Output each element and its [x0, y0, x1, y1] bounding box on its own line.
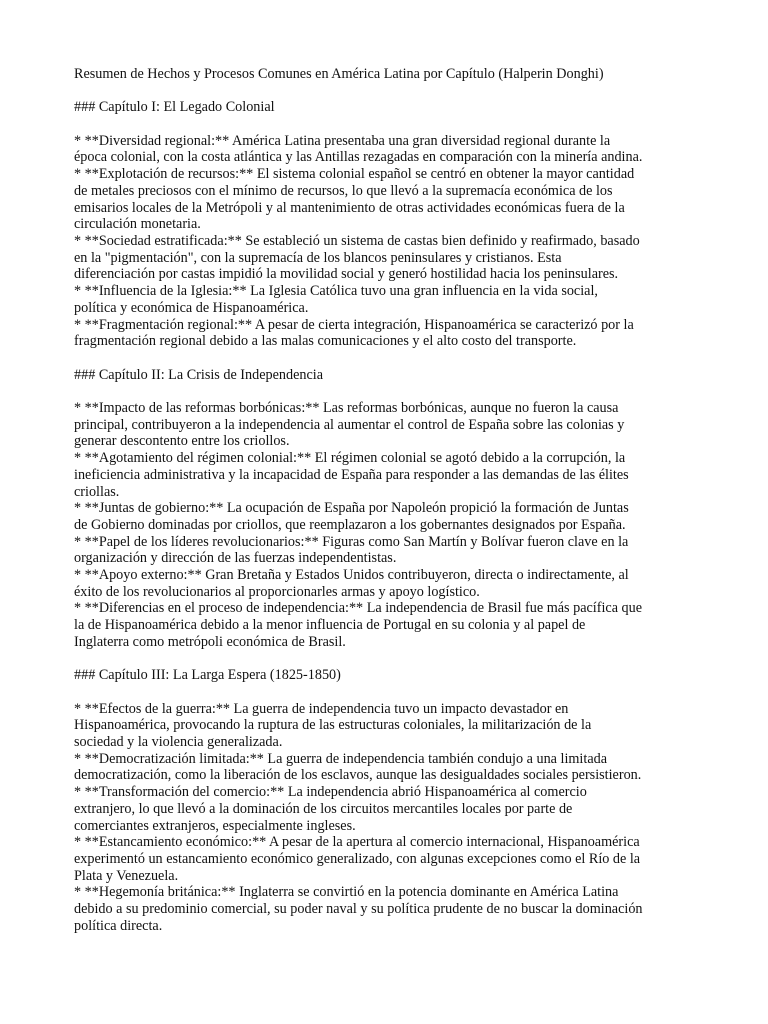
- bullet-line: de Gobierno dominadas por criollos, que reemplazaron a los gobernantes designados por España.: [74, 516, 626, 533]
- bullet-line: * **Sociedad estratificada:** Se estableció un sistema de castas bien definido y reafirmado, basado: [74, 233, 640, 249]
- bullet-line: * **Influencia de la Iglesia:** La Iglesia Católica tuvo una gran influencia en la vida social,: [74, 283, 598, 300]
- bullet-item: [74, 283, 708, 316]
- bullet-line: * **Diversidad regional:** América Latina presentaba una gran diversidad regional durante la: [74, 132, 611, 149]
- bullet-line: * **Efectos de la guerra:** La guerra de independencia tuvo un impacto devastador en: [74, 700, 569, 717]
- bullet-line: Plata y Venezuela.: [74, 867, 179, 884]
- bullet-line: sociedad y la violencia generalizada.: [74, 734, 283, 751]
- bullet-line: Inglaterra como metrópoli económica de Brasil.: [74, 633, 346, 650]
- bullet-line: fragmentación regional debido a las malas comunicaciones y el alto costo del transporte.: [74, 333, 577, 350]
- bullet-item: [74, 166, 708, 233]
- bullet-item: [74, 233, 708, 283]
- spacer: [74, 651, 708, 668]
- spacer: [74, 383, 708, 400]
- spacer: [74, 116, 708, 133]
- bullet-line: * **Fragmentación regional:** A pesar de cierta integración, Hispanoamérica se caracterizó por la: [74, 316, 634, 333]
- bullet-line: en la "pigmentación", con la supremacía de los blancos peninsulares y cristianos. Esta: [74, 249, 562, 266]
- document-title: Resumen de Hechos y Procesos Comunes en América Latina por Capítulo (Halperin Donghi): [74, 66, 604, 82]
- bullet-line: diferenciación por castas impidió la movilidad social y generó hostilidad hacia los peninsulares.: [74, 266, 619, 283]
- bullet-line: época colonial, con la costa atlántica y las Antillas rezagadas en comparación con la minería andina.: [74, 149, 643, 166]
- bullet-line: debido a su predominio comercial, su poder naval y su política prudente de no buscar la dominación: [74, 901, 643, 918]
- bullet-line: * **Apoyo externo:** Gran Bretaña y Estados Unidos contribuyeron, directa o indirectamente, al: [74, 567, 629, 584]
- bullet-item: [74, 500, 708, 533]
- chapters-container: [74, 99, 708, 934]
- bullet-line: emisarios locales de la Metrópoli y al mantenimiento de otras actividades económicas fuera de la: [74, 199, 625, 216]
- bullet-item: [74, 534, 708, 567]
- bullet-line: organización y dirección de las fuerzas independentistas.: [74, 550, 397, 567]
- bullet-item: [74, 834, 708, 884]
- bullet-item: [74, 784, 708, 834]
- bullet-item: [74, 400, 708, 450]
- bullet-item: [74, 701, 708, 751]
- chapter-heading: ### Capítulo III: La Larga Espera (1825-1850): [74, 667, 341, 684]
- bullet-line: * **Explotación de recursos:** El sistema colonial español se centró en obtener la mayor cantidad: [74, 166, 635, 183]
- bullet-item: [74, 450, 708, 500]
- bullet-line: * **Transformación del comercio:** La independencia abrió Hispanoamérica al comercio: [74, 784, 587, 801]
- bullet-line: política directa.: [74, 917, 163, 934]
- bullet-line: Hispanoamérica, provocando la ruptura de las estructuras coloniales, la militarización de la: [74, 717, 592, 734]
- bullet-line: generar descontento entre los criollos.: [74, 433, 290, 450]
- bullet-line: * **Juntas de gobierno:** La ocupación de España por Napoleón propició la formación de Juntas: [74, 500, 629, 517]
- bullet-item: [74, 317, 708, 350]
- chapter-heading: ### Capítulo I: El Legado Colonial: [74, 99, 275, 116]
- bullet-line: ineficiencia administrativa y la incapacidad de España para responder a las demandas de las élites: [74, 466, 629, 483]
- chapter-heading: ### Capítulo II: La Crisis de Independencia: [74, 366, 324, 383]
- bullet-line: experimentó un estancamiento económico generalizado, con algunas excepciones como el Río de la: [74, 850, 641, 867]
- bullet-line: de metales preciosos con el mínimo de recursos, lo que llevó a la supremacía económica de los: [74, 182, 613, 199]
- bullet-line: principal, contribuyeron a la independencia al aumentar el control de España sobre las colonias y: [74, 416, 625, 433]
- bullet-item: [74, 133, 708, 166]
- bullet-line: circulación monetaria.: [74, 216, 201, 233]
- bullet-line: * **Impacto de las reformas borbónicas:** Las reformas borbónicas, aunque no fueron la causa: [74, 400, 619, 416]
- bullet-line: política y económica de Hispanoamérica.: [74, 299, 309, 316]
- bullet-item: [74, 751, 708, 784]
- bullet-line: * **Diferencias en el proceso de independencia:** La independencia de Brasil fue más pacífica que: [74, 600, 643, 617]
- bullet-line: éxito de los revolucionarios al proporcionarles armas y apoyo logístico.: [74, 583, 480, 600]
- bullet-line: * **Agotamiento del régimen colonial:** El régimen colonial se agotó debido a la corrupción, la: [74, 450, 626, 467]
- bullet-line: * **Hegemonía británica:** Inglaterra se convirtió en la potencia dominante en América Latina: [74, 884, 619, 901]
- bullet-item: [74, 600, 708, 650]
- bullet-line: la de Hispanoamérica debido a la menor influencia de Portugal en su colonia y al papel de: [74, 617, 586, 634]
- bullet-line: * **Papel de los líderes revolucionarios:** Figuras como San Martín y Bolívar fueron clave en la: [74, 533, 629, 550]
- bullet-line: democratización, como la liberación de los esclavos, aunque las desigualdades sociales persistieron.: [74, 767, 642, 784]
- spacer: [74, 83, 708, 100]
- bullet-item: [74, 884, 708, 934]
- bullet-line: extranjero, lo que llevó a la dominación de los circuitos mercantiles locales por parte de: [74, 800, 573, 817]
- bullet-line: * **Democratización limitada:** La guerra de independencia también condujo a una limitada: [74, 750, 608, 767]
- bullet-item: [74, 567, 708, 600]
- bullet-line: * **Estancamiento económico:** A pesar de la apertura al comercio internacional, Hispanoamérica: [74, 834, 640, 851]
- bullet-line: criollas.: [74, 483, 120, 500]
- spacer: [74, 350, 708, 367]
- bullet-line: comerciantes extranjeros, especialmente ingleses.: [74, 817, 356, 834]
- spacer: [74, 684, 708, 701]
